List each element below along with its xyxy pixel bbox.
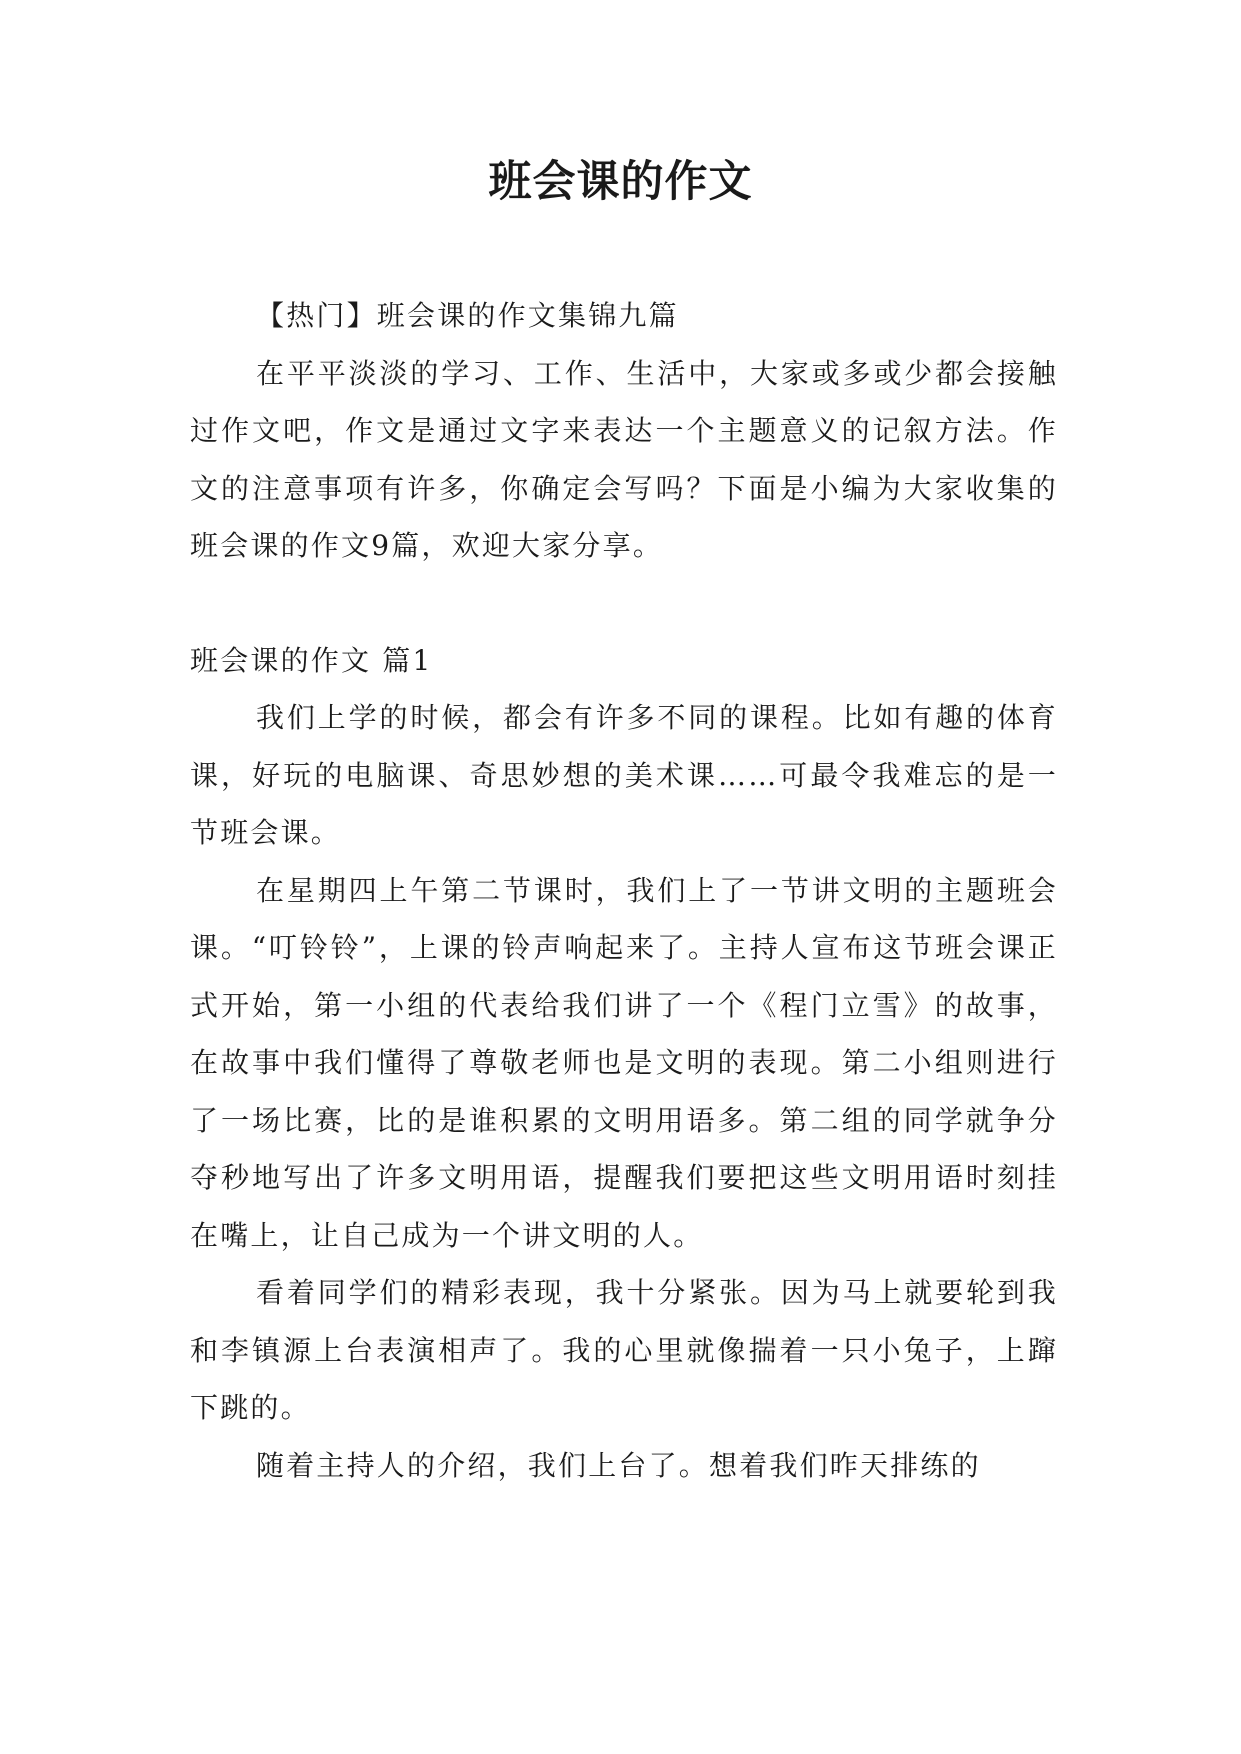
- section-heading: 班会课的作文 篇1: [190, 643, 433, 677]
- body-paragraph-2: 在星期四上午第二节课时，我们上了一节讲文明的主题班会课。“叮铃铃”，上课的铃声响起来了。主持人宣布这节班会课正式开始，第一小组的代表给我们讲了一个《程门立雪》的故事，在故事中我们懂得了尊敬老师也是文明的表现。第二小组则进行了一场比赛，比的是谁积累的文明用语多。第二组的同学就争分夺秒地写出了许多文明用语，提醒我们要把这些文明用语时刻挂在嘴上，让自己成为一个讲文明的人。: [190, 873, 1058, 1252]
- body-paragraph-4: 随着主持人的介绍，我们上台了。想着我们昨天排练的: [256, 1448, 981, 1482]
- document-body: [190, 287, 1058, 1494]
- document-title: 班会课的作文: [488, 157, 753, 207]
- intro-paragraph: 在平平淡淡的学习、工作、生活中，大家或多或少都会接触过作文吧，作文是通过文字来表达一个主题意义的记叙方法。作文的注意事项有许多，你确定会写吗？下面是小编为大家收集的班会课的作文9篇，欢迎大家分享。: [190, 356, 1058, 562]
- body-paragraph-3: 看着同学们的精彩表现，我十分紧张。因为马上就要轮到我和李镇源上台表演相声了。我的心里就像揣着一只小兔子，上蹿下跳的。: [190, 1276, 1058, 1424]
- document-subtitle: 【热门】班会课的作文集锦九篇: [256, 299, 679, 332]
- body-paragraph-1: 我们上学的时候，都会有许多不同的课程。比如有趣的体育课，好玩的电脑课、奇思妙想的美术课……可最令我难忘的是一节班会课。: [190, 701, 1058, 849]
